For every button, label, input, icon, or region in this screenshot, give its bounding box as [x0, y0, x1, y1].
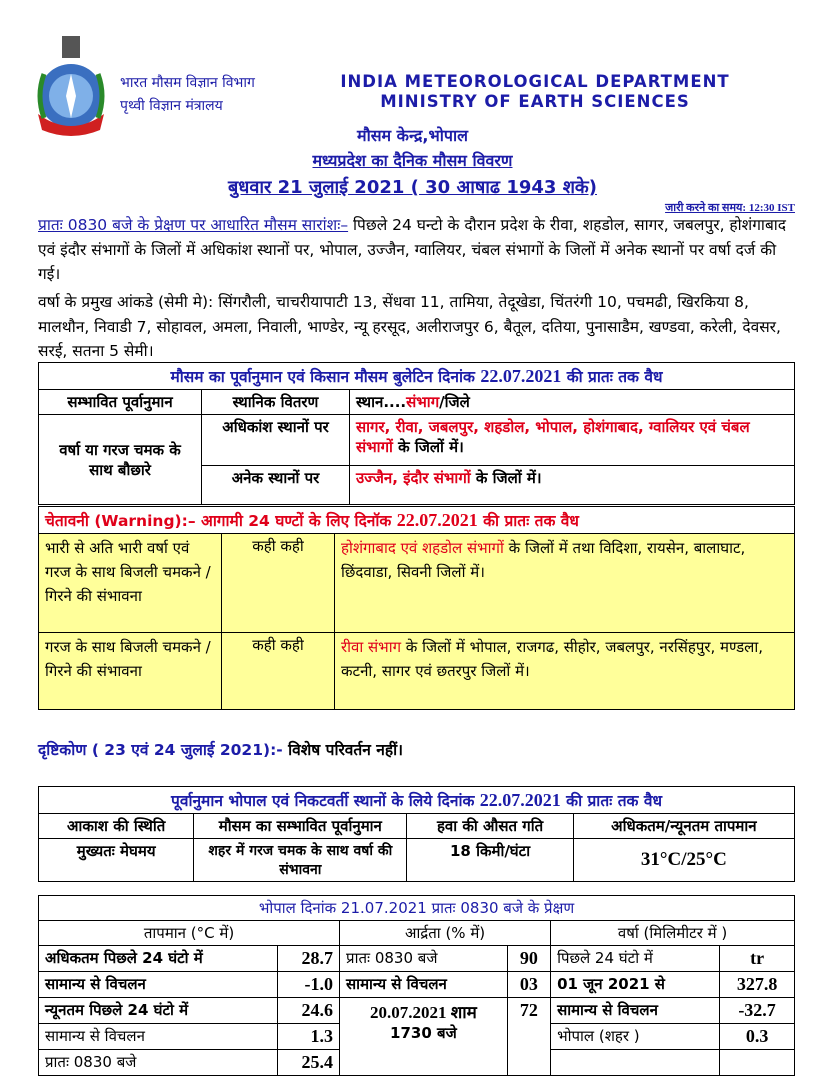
- temp-label: सामान्य से विचलन: [39, 972, 278, 998]
- dept-name-english: INDIA METEOROLOGICAL DEPARTMENT: [340, 72, 730, 91]
- hum-label-time: 1730 बजे: [390, 1024, 457, 1042]
- rain-value: tr: [720, 946, 795, 972]
- col-forecast: सम्भावित पूर्वानुमान: [39, 390, 202, 415]
- temp-value: 1.3: [277, 1024, 339, 1050]
- ministry-name-hindi: पृथ्वी विज्ञान मंत्रालय: [120, 98, 223, 114]
- wind-value: 18 किमी/घंटा: [407, 839, 573, 882]
- warning-places-suffix: के जिलों में भोपाल, राजगढ, सीहोर, जबलपुर, नरसिंहपुर, मण्डला, कटनी, सागर एवं छतरपुर जिलों में।: [341, 638, 763, 680]
- warning-distribution: कही कही: [222, 534, 335, 633]
- warning-type: भारी से अति भारी वर्षा एवं गरज के साथ बिजली चमकने / गिरने की संभावना: [39, 534, 222, 633]
- bhopal-forecast-suffix: की प्रातः तक वैध: [560, 792, 662, 810]
- rain-label: 01 जून 2021 से: [551, 972, 720, 998]
- hum-value: 72: [507, 998, 550, 1076]
- col-temp: अधिकतम/न्यूनतम तापमान: [573, 814, 794, 839]
- forecast-title: मौसम का पूर्वानुमान एवं किसान मौसम बुलेटिन दिनांक: [170, 368, 481, 386]
- temp-label: सामान्य से विचलन: [39, 1024, 278, 1050]
- ministry-name-english: MINISTRY OF EARTH SCIENCES: [380, 92, 690, 111]
- places-suffix: के जिलों में।: [470, 469, 542, 487]
- temp-label: अधिकतम पिछले 24 घंटो में: [39, 946, 278, 972]
- summary-text: पिछले 24 घन्टो के दौरान प्रदेश के रीवा, शहडोल, सागर, जबलपुर, होशंगाबाद एवं इंदौर संभागों के जिलों में अधिकांश स्थानों पर, भोपाल, उज्जैन, ग्वालियर, चंबल संभागों के जिलों में अनेक स्थानों पर वर्षा दर्ज की गई।: [38, 216, 787, 283]
- bhopal-forecast-title: पूर्वानुमान भोपाल एवं निकटवर्ती स्थानों के लिये दिनांक: [171, 792, 480, 810]
- temp-value: 31°C/25°C: [573, 839, 794, 882]
- observation-table: [38, 895, 795, 1076]
- forecast-table: [38, 362, 795, 505]
- col-sky: आकाश की स्थिति: [39, 814, 194, 839]
- temp-header: तापमान (°C में): [39, 921, 340, 946]
- hum-label: प्रातः 0830 बजे: [340, 946, 508, 972]
- rain-value: 327.8: [720, 972, 795, 998]
- temp-label: प्रातः 0830 बजे: [39, 1050, 278, 1076]
- warning-date: 22.07.2021: [396, 510, 478, 530]
- temp-value: -1.0: [277, 972, 339, 998]
- temp-label: न्यूनतम पिछले 24 घंटो में: [39, 998, 278, 1024]
- issue-time: जारी करने का समय: 12:30 IST: [665, 202, 795, 214]
- sky-value: मुख्यतः मेघमय: [39, 839, 194, 882]
- warning-places-suffix: के जिलों में तथा विदिशा, रायसेन, बालाघाट, छिंदवाडा, सिवनी जिलों में।: [341, 539, 746, 581]
- centre-name: मौसम केन्द्र,भोपाल: [357, 126, 468, 145]
- places-suffix: के जिलों में।: [392, 438, 464, 456]
- forecast-title-suffix: की प्रातः तक वैध: [561, 368, 663, 386]
- warning-title-suffix: की प्रातः तक वैध: [477, 512, 579, 530]
- rain-label: भोपाल (शहर ): [551, 1024, 720, 1050]
- warning-type: गरज के साथ बिजली चमकने / गिरने की संभावना: [39, 633, 222, 710]
- temp-value: 28.7: [277, 946, 339, 972]
- header-hindi: [120, 72, 255, 118]
- temp-value: 25.4: [277, 1050, 339, 1076]
- rain-label: सामान्य से विचलन: [551, 998, 720, 1024]
- col-distribution: स्थानिक वितरण: [202, 390, 350, 415]
- distribution: अधिकांश स्थानों पर: [202, 415, 350, 466]
- dept-name-hindi: भारत मौसम विज्ञान विभाग: [120, 75, 255, 91]
- hum-value: 03: [507, 972, 550, 998]
- places: सागर, रीवा, जबलपुर, शहडोल, भोपाल, होशंगाबाद, ग्वालियर एवं चंबल संभागों: [356, 418, 750, 456]
- observation-title: भोपाल दिनांक 21.07.2021 प्रातः 0830 बजे के प्रेक्षण: [39, 896, 795, 921]
- bhopal-forecast-table: [38, 786, 795, 882]
- col-weather: मौसम का सम्भावित पूर्वानुमान: [194, 814, 407, 839]
- places: उज्जैन, इंदौर संभागों: [356, 469, 471, 487]
- distribution: अनेक स्थानों पर: [202, 466, 350, 505]
- rain-label: पिछले 24 घंटो में: [551, 946, 720, 972]
- col-wind: हवा की औसत गति: [407, 814, 573, 839]
- forecast-date: 22.07.2021: [480, 366, 562, 386]
- hum-label: 20.07.2021 शाम: [369, 1003, 477, 1022]
- phenomenon: वर्षा या गरज चमक के साथ बौछारे: [39, 415, 202, 505]
- rain-value: -32.7: [720, 998, 795, 1024]
- warning-table: [38, 506, 795, 710]
- bhopal-forecast-date: 22.07.2021: [479, 790, 561, 810]
- warning-title: चेतावनी (Warning):– आगामी 24 घण्टों के लिए दिनॉक: [45, 512, 397, 530]
- warning-distribution: कही कही: [222, 633, 335, 710]
- col-district: /जिले: [439, 393, 470, 411]
- warning-places: रीवा संभाग: [341, 638, 402, 656]
- weather-summary: [38, 213, 798, 287]
- rainfall-figures: वर्षा के प्रमुख आंकडे (सेमी मे): सिंगरौली, चाचरीयापाटी 13, सेंधवा 11, तामिया, तेदूखेडा, चिंतरंगी 10, पचमढी, खिरकिया 8, मालथौन, निवाडी 7, सोहावल, अमला, निवाली, भाण्डेर, न्यू हरसूद, अलीराजपुर 6, बैतूल, दतिया, पुनासाडैम, खण्डवा, करेली, देवसर, सरई, सतना 5 सेमी।: [38, 293, 781, 360]
- outlook: [38, 738, 403, 760]
- report-title: मध्यप्रदेश का दैनिक मौसम विवरण: [312, 151, 513, 170]
- header-english: [330, 72, 740, 112]
- rain-header: वर्षा (मिलिमीटर में ): [551, 921, 795, 946]
- imd-emblem-logo: [34, 34, 108, 138]
- outlook-text: विशेष परिवर्तन नहीं।: [282, 741, 403, 759]
- temp-value: 24.6: [277, 998, 339, 1024]
- summary-label: प्रातः 0830 बजे के प्रेक्षण पर आधारित मौसम सारांशः–: [38, 216, 349, 234]
- col-division: संभाग: [406, 393, 440, 411]
- hum-label: सामान्य से विचलन: [340, 972, 508, 998]
- report-date: बुधवार 21 जुलाई 2021 ( 30 आषाढ 1943 शके): [228, 177, 597, 198]
- rain-value: 0.3: [720, 1024, 795, 1050]
- outlook-label: दृष्टिकोण ( 23 एवं 24 जुलाई 2021):-: [38, 741, 283, 759]
- col-place: स्थान....: [356, 393, 407, 411]
- humidity-header: आर्द्रता (% में): [340, 921, 551, 946]
- warning-places: होशंगाबाद एवं शहडोल संभागों: [341, 539, 504, 557]
- hum-value: 90: [507, 946, 550, 972]
- weather-value: शहर में गरज चमक के साथ वर्षा की संभावना: [194, 839, 407, 882]
